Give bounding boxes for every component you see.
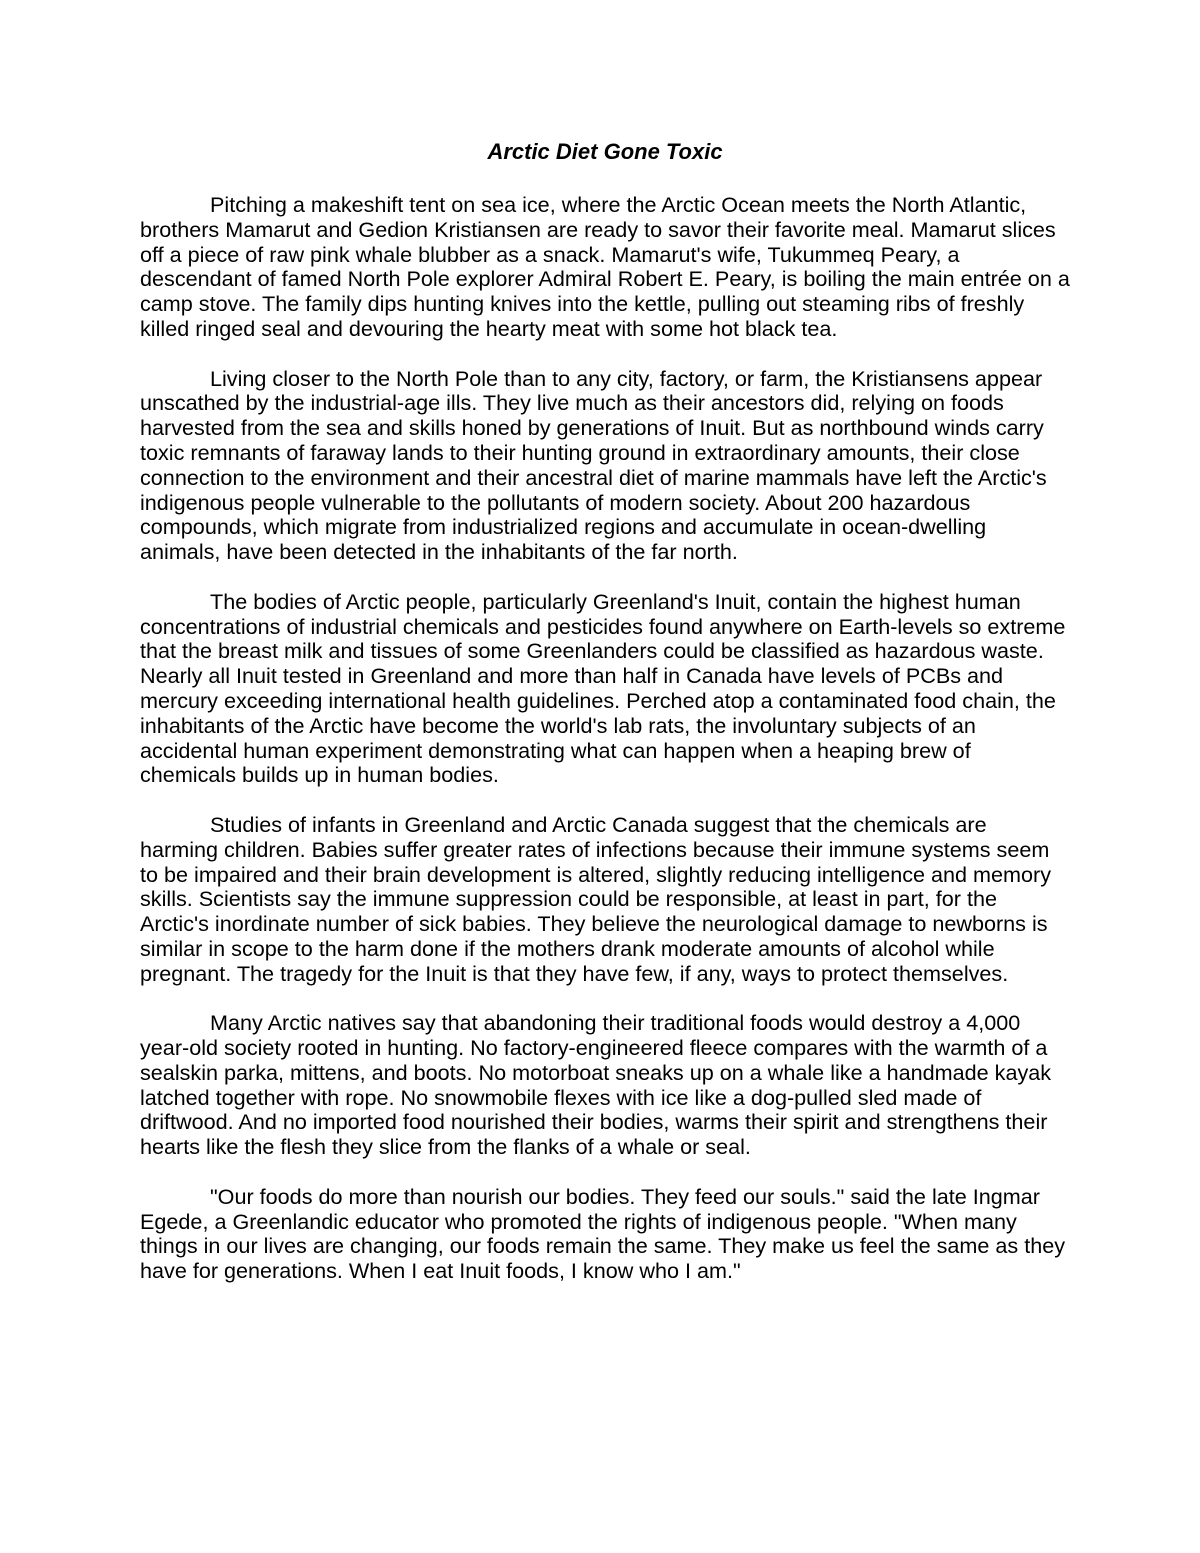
document-page — [140, 137, 1070, 1284]
paragraph-2: Living closer to the North Pole than to any city, factory, or farm, the Kristiansens appear unscathed by the industrial-age ills. They live much as their ancestors did, relying on foods harvested from the sea and skills honed by generations of Inuit. But as northbound winds carry toxic remnants of faraway lands to their hunting ground in extraordinary amounts, their close connection to the environment and their ancestral diet of marine mammals have left the Arctic's indigenous people vulnerable to the pollutants of modern society. About 200 hazardous compounds, which migrate from industrialized regions and accumulate in ocean-dwelling animals, have been detected in the inhabitants of the far north. — [140, 365, 1047, 565]
paragraph-4: Studies of infants in Greenland and Arctic Canada suggest that the chemicals are harming children. Babies suffer greater rates of infections because their immune systems seem to be impaired and their brain development is altered, slightly reducing intelligence and memory skills. Scientists say the immune suppression could be responsible, at least in part, for the Arctic's inordinate number of sick babies. They believe the neurological damage to newborns is similar in scope to the harm done if the mothers drank moderate amounts of alcohol while pregnant. The tragedy for the Inuit is that they have few, if any, ways to protect themselves. — [140, 811, 1052, 986]
paragraph-3: The bodies of Arctic people, particularly Greenland's Inuit, contain the highest human concentrations of industrial chemicals and pesticides found anywhere on Earth-levels so extreme that the breast milk and tissues of some Greenlanders could be classified as hazardous waste. Nearly all Inuit tested in Greenland and more than half in Canada have levels of PCBs and mercury exceeding international health guidelines. Perched atop a contaminated food chain, the inhabitants of the Arctic have become the world's lab rats, the involuntary subjects of an accidental human experiment demonstrating what can happen when a heaping brew of chemicals builds up in human bodies. — [140, 588, 1066, 788]
paragraph-5: Many Arctic natives say that abandoning their traditional foods would destroy a 4,000 year-old society rooted in hunting. No factory-engineered fleece compares with the warmth of a sealskin parka, mittens, and boots. No motorboat sneaks up on a whale like a handmade kayak latched together with rope. No snowmobile flexes with ice like a dog-pulled sled made of driftwood. And no imported food nourished their bodies, warms their spirit and strengthens their hearts like the flesh they slice from the flanks of a whale or seal. — [140, 1010, 1052, 1160]
paragraph-6: "Our foods do more than nourish our bodies. They feed our souls." said the late Ingmar Egede, a Greenlandic educator who promoted the rights of indigenous people. "When many things in our lives are changing, our foods remain the same. They make us feel the same as they have for generations. When I eat Inuit foods, I know who I am." — [140, 1183, 1066, 1284]
document-title: Arctic Diet Gone Toxic — [487, 139, 723, 164]
paragraph-1: Pitching a makeshift tent on sea ice, where the Arctic Ocean meets the North Atlantic, brothers Mamarut and Gedion Kristiansen are ready to savor their favorite meal. Mamarut slices off a piece of raw pink whale blubber as a snack. Mamarut's wife, Tukummeq Peary, a descendant of famed North Pole explorer Admiral Robert E. Peary, is boiling the main entrée on a camp stove. The family dips hunting knives into the kettle, pulling out steaming ribs of freshly killed ringed seal and devouring the hearty meat with some hot black tea. — [140, 192, 1070, 341]
